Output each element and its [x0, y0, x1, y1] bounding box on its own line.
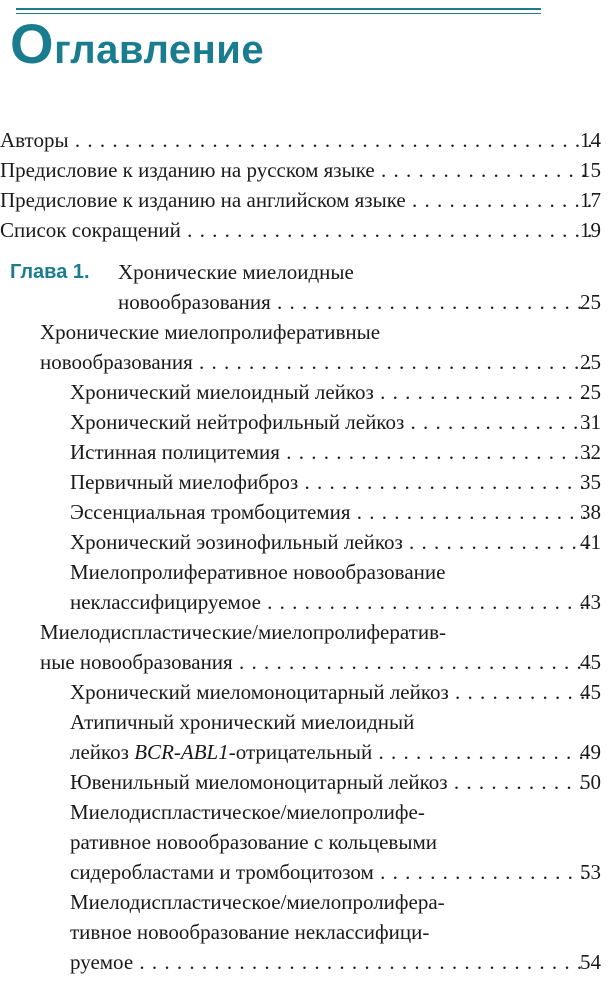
- toc-entry-page: 49: [580, 740, 601, 764]
- toc-entry-text-line: Миелодиспластическое/миелопролифе-: [70, 800, 425, 824]
- toc-entry-text: Список сокращений . . .: [0, 215, 591, 245]
- toc-subentry[interactable]: [0, 557, 611, 587]
- chapter-title-line: новообразования . . .: [118, 287, 591, 317]
- toc-subentry[interactable]: [0, 887, 611, 917]
- toc-entry-page: 45: [580, 650, 601, 674]
- toc-entry-text: Первичный миелофиброз . . .: [70, 467, 591, 497]
- toc-entry-page: 25: [580, 380, 601, 404]
- toc-entry-preface-english[interactable]: [0, 185, 611, 215]
- toc-entry-abbreviations[interactable]: [0, 215, 611, 245]
- toc-entry-text-line: ративное новообразование с кольцевыми: [70, 830, 437, 854]
- title-rest: главление: [54, 28, 265, 72]
- toc-entry-text: Предисловие к изданию на английском языке . . .: [0, 185, 591, 215]
- toc-entry-page: 32: [580, 440, 601, 464]
- toc-text-pre: лейкоз: [70, 740, 135, 764]
- toc-subentry[interactable]: [0, 707, 611, 737]
- toc-entry-text: Авторы . . .: [0, 125, 591, 155]
- toc-subentry[interactable]: [0, 797, 611, 827]
- toc-entry-page: 38: [580, 500, 601, 524]
- section-heading[interactable]: [0, 617, 611, 647]
- toc-subentry-end[interactable]: [0, 857, 611, 887]
- chapter-1-heading[interactable]: [0, 257, 611, 287]
- toc-subentry[interactable]: [0, 527, 611, 557]
- toc-entry-page: 35: [580, 470, 601, 494]
- toc-entry-text: Хронический миеломоноцитарный лейкоз . . .: [70, 677, 591, 707]
- toc-entry-text: Эссенциальная тромбоцитемия . . .: [70, 497, 591, 527]
- toc-entry-text-line: тивное новообразование неклассифици-: [70, 920, 430, 944]
- toc-subentry[interactable]: [0, 827, 611, 857]
- section-title-line: Миелодиспластические/миелопролифератив-: [40, 620, 446, 644]
- toc-entry-text: [70, 737, 591, 767]
- toc-entry-text: руемое . . .: [70, 947, 591, 977]
- section-heading[interactable]: [0, 317, 611, 347]
- toc-subentry[interactable]: [0, 377, 611, 407]
- toc-entry-text: Ювенильный миеломоноцитарный лейкоз . . .: [70, 767, 591, 797]
- toc-entry-text-line: Миелопролиферативное новообразование: [70, 560, 446, 584]
- toc-entry-page: 17: [580, 188, 601, 212]
- toc-entry-text: Хронический эозинофильный лейкоз . . .: [70, 527, 591, 557]
- section-heading-end[interactable]: [0, 347, 611, 377]
- toc-entry-page: 14: [580, 128, 601, 152]
- toc-entry-text-line: Атипичный хронический миелоидный: [70, 710, 415, 734]
- toc-entry-text: сидеробластами и тромбоцитозом . . .: [70, 857, 591, 887]
- toc-entry-page: 25: [580, 290, 601, 314]
- toc-entry-text: Хронический миелоидный лейкоз . . .: [70, 377, 591, 407]
- toc-entry-page: 54: [580, 950, 601, 974]
- toc-subentry[interactable]: [0, 407, 611, 437]
- toc-entry-text-line: Миелодиспластическое/миелопролифера-: [70, 890, 445, 914]
- toc-entry-page: 31: [580, 410, 601, 434]
- toc-entry-authors[interactable]: [0, 125, 611, 155]
- toc-subentry[interactable]: [0, 437, 611, 467]
- toc-entry-page: 15: [580, 158, 601, 182]
- chapter-label: Глава 1.: [10, 261, 90, 283]
- toc-entry-text: неклассифицируемое . . .: [70, 587, 591, 617]
- toc-entry-preface-russian[interactable]: [0, 155, 611, 185]
- toc-entry-text: Хронический нейтрофильный лейкоз . . .: [70, 407, 591, 437]
- toc-entry-text: Истинная полицитемия . . .: [70, 437, 591, 467]
- gene-name: BCR-ABL1: [134, 740, 229, 764]
- toc-subentry[interactable]: [0, 917, 611, 947]
- header-rule-thick: [16, 8, 541, 10]
- toc-entry-page: 53: [580, 860, 601, 884]
- toc-entry-page: 45: [580, 680, 601, 704]
- toc-subentry-end[interactable]: [0, 737, 611, 767]
- toc-entry-page: 41: [580, 530, 601, 554]
- toc-subentry[interactable]: [0, 467, 611, 497]
- section-title-line: ные новообразования . . .: [40, 647, 591, 677]
- chapter-1-title-end[interactable]: [0, 287, 611, 317]
- toc-entry-page: 50: [580, 770, 601, 794]
- title-initial: О: [10, 12, 55, 75]
- toc-subentry-end[interactable]: [0, 947, 611, 977]
- toc-subentry[interactable]: [0, 497, 611, 527]
- chapter-title-line: Хронические миелоидные: [118, 260, 354, 284]
- section-title-line: Хронические миелопролиферативные: [40, 320, 381, 344]
- toc-text-post: -отрицательный: [228, 740, 373, 764]
- section-title-line: новообразования . . .: [40, 347, 591, 377]
- toc-entry-page: 25: [580, 350, 601, 374]
- table-of-contents: [0, 125, 611, 977]
- toc-entry-page: 19: [580, 218, 601, 242]
- section-heading-end[interactable]: [0, 647, 611, 677]
- toc-entry-text: Предисловие к изданию на русском языке . . .: [0, 155, 591, 185]
- page-title: [10, 14, 264, 80]
- toc-subentry[interactable]: [0, 677, 611, 707]
- toc-entry-page: 43: [580, 590, 601, 614]
- toc-subentry[interactable]: [0, 767, 611, 797]
- toc-subentry-end[interactable]: [0, 587, 611, 617]
